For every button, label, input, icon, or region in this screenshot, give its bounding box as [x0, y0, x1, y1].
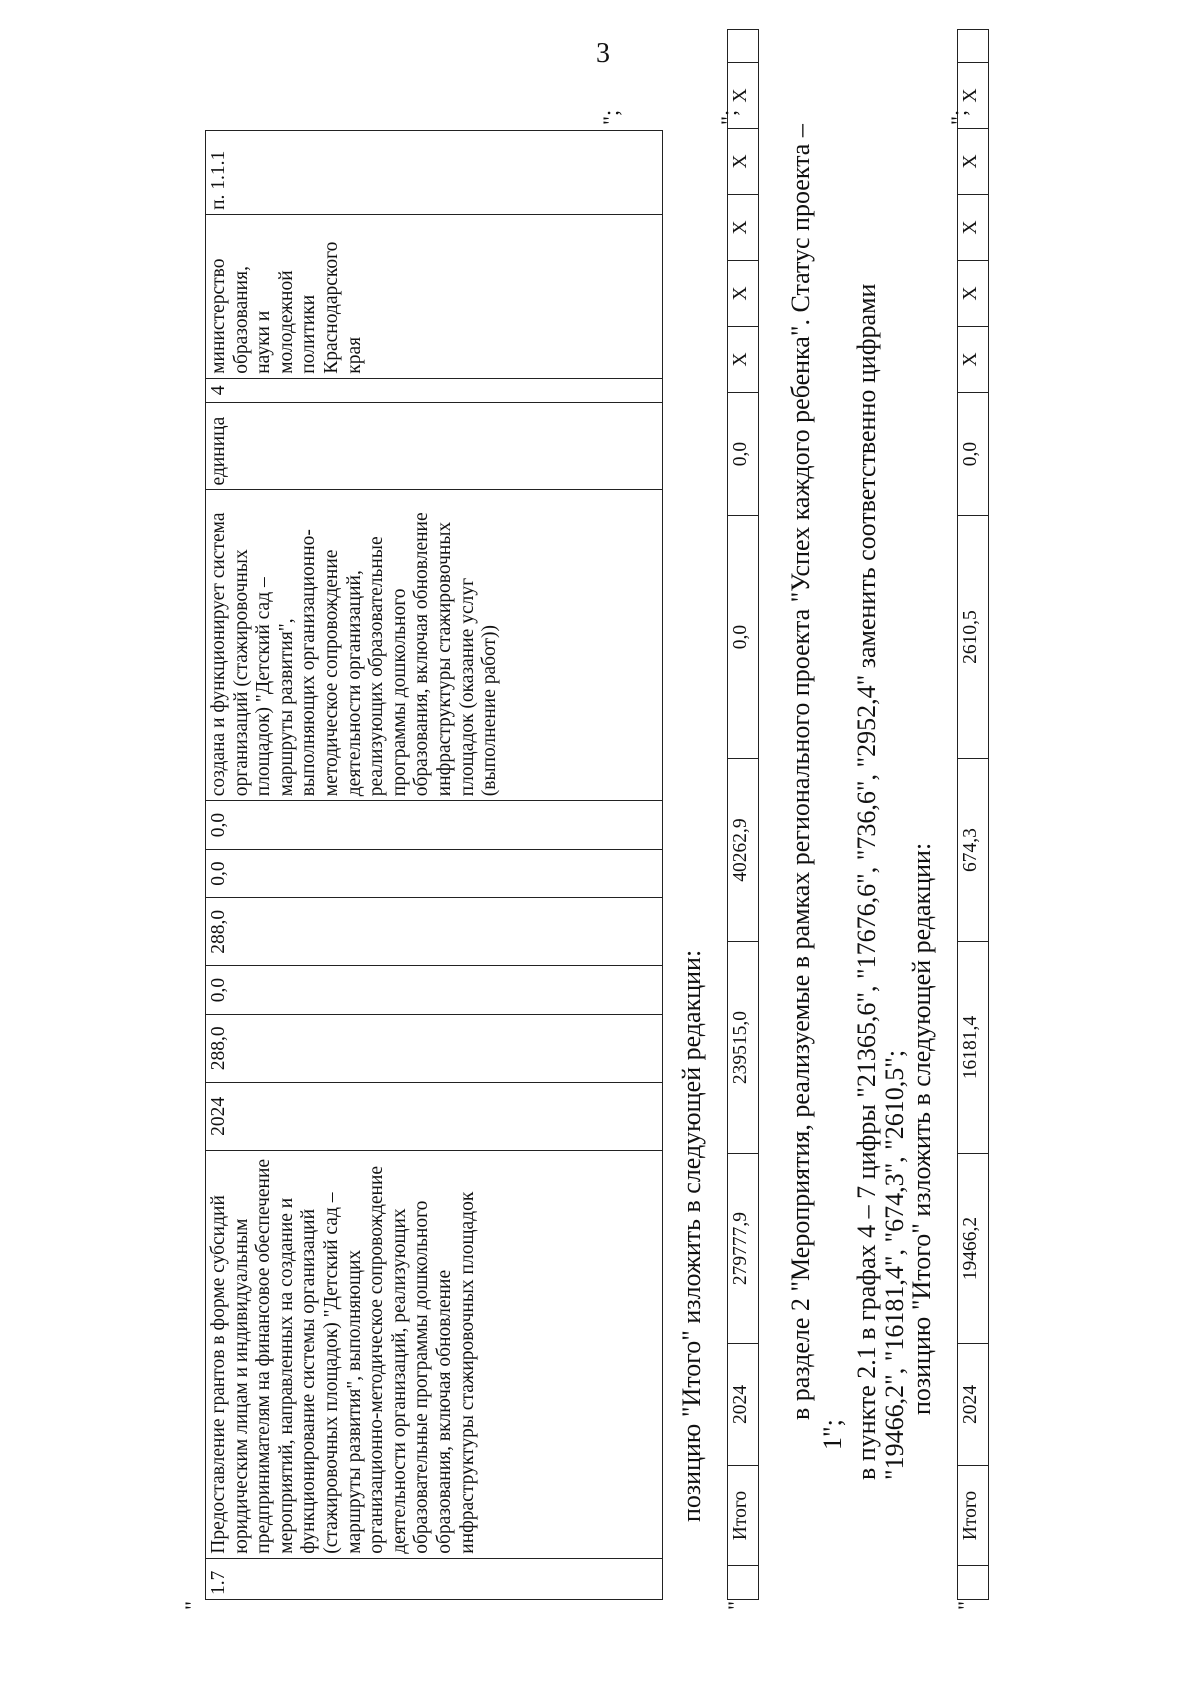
- x-cell: X: [958, 327, 989, 393]
- open-quote-2: ": [723, 1601, 748, 1610]
- section-2-instruction: в разделе 2 "Мероприятия, реализуемые в рамках регионального проекта "Успех каждого ребенка". Статус проекта –: [786, 124, 815, 1420]
- regional-cell: 674,3: [958, 759, 989, 942]
- x-cell: X: [958, 63, 989, 129]
- table-row: [206, 131, 663, 1600]
- row-number: 1.7: [206, 1558, 663, 1599]
- open-quote-3: ": [953, 1601, 978, 1610]
- x-cell: X: [728, 129, 759, 195]
- local-cell: 0,0: [206, 849, 663, 898]
- table-row: [728, 30, 759, 1600]
- row-1-7-table: [205, 130, 663, 1600]
- other-cell: 0,0: [958, 393, 989, 516]
- total-label-cell: Итого: [728, 1466, 759, 1566]
- value-cell: 4: [206, 378, 663, 402]
- trail-cell: [728, 30, 759, 63]
- close-quote-1: ";: [598, 109, 623, 125]
- year-cell: 2024: [728, 1344, 759, 1466]
- x-cell: X: [728, 327, 759, 393]
- close-quote-2: ";: [716, 109, 741, 125]
- executor-cell: министерство образования, науки и молодежной политики Краснодарского края: [206, 214, 663, 378]
- total-label-cell: Итого: [958, 1466, 989, 1566]
- x-cell: X: [958, 261, 989, 327]
- other-cell: 0,0: [728, 393, 759, 516]
- trail-cell: [958, 30, 989, 63]
- unit-cell: единица: [206, 403, 663, 490]
- lead-cell: [958, 1566, 989, 1600]
- point-2-1-instruction: в пункте 2.1 в графах 4 – 7 цифры "21365,6", "17676,6", "736,6", "2952,4" заменить соответственно цифрами: [852, 283, 881, 1480]
- x-cell: X: [958, 129, 989, 195]
- event-name: Предоставление грантов в форме субсидий юридическим лицам и индивидуальным предпринимателям на финансовое обеспечение мероприятий, направленных на создание и функционирование системы организаций (стажировочных площадок) "Детский сад – маршруты развития", выполняющих организационно-методическое сопровождение деятельности организаций, реализующих образовательные программы дошкольного образования, включая обновление инфраструктуры стажировочных площадок: [206, 1150, 663, 1558]
- reference-cell: п. 1.1.1: [206, 131, 663, 215]
- rotated-page-content: [150, 40, 1160, 1610]
- federal-cell: 16181,4: [958, 942, 989, 1154]
- x-cell: X: [728, 63, 759, 129]
- x-cell: X: [728, 261, 759, 327]
- total-table-2: [957, 29, 989, 1600]
- regional-cell: 288,0: [206, 898, 663, 966]
- result-cell: создана и функционирует система организаций (стажировочных площадок) "Детский сад – маршруты развития", выполняющих организационно-методическое сопровождение деятельности организаций, реализующих образовательные программы дошкольного образования, включая обновление инфраструктуры стажировочных площадок (оказание услуг (выполнение работ)): [206, 490, 663, 801]
- year-cell: 2024: [958, 1344, 989, 1466]
- federal-cell: 239515,0: [728, 942, 759, 1154]
- x-cell: X: [728, 195, 759, 261]
- x-cell: X: [958, 195, 989, 261]
- itogo-instruction-1: позицию "Итого" изложить в следующей редакции:: [677, 949, 706, 1522]
- total-cell: 19466,2: [958, 1154, 989, 1344]
- other-cell: 0,0: [206, 801, 663, 850]
- year-cell: 2024: [206, 1082, 663, 1150]
- local-cell: 0,0: [728, 516, 759, 759]
- total-cell: 288,0: [206, 1014, 663, 1082]
- open-quote-1: ": [180, 1601, 205, 1610]
- local-cell: 2610,5: [958, 516, 989, 759]
- total-table-1: [727, 29, 759, 1600]
- close-quote-3: ";: [946, 109, 971, 125]
- section-2-instruction-end: 1";: [818, 1419, 847, 1450]
- total-cell: 279777,9: [728, 1154, 759, 1344]
- lead-cell: [728, 1566, 759, 1600]
- point-2-1-instruction-cont: "19466,2", "16181,4", "674,3", "2610,5";: [880, 1049, 909, 1480]
- page-number: 3: [596, 38, 610, 69]
- table-row: [958, 30, 989, 1600]
- federal-cell: 0,0: [206, 966, 663, 1015]
- itogo-instruction-2: позицию "Итого" изложить в следующей редакции:: [907, 842, 936, 1415]
- regional-cell: 40262,9: [728, 759, 759, 942]
